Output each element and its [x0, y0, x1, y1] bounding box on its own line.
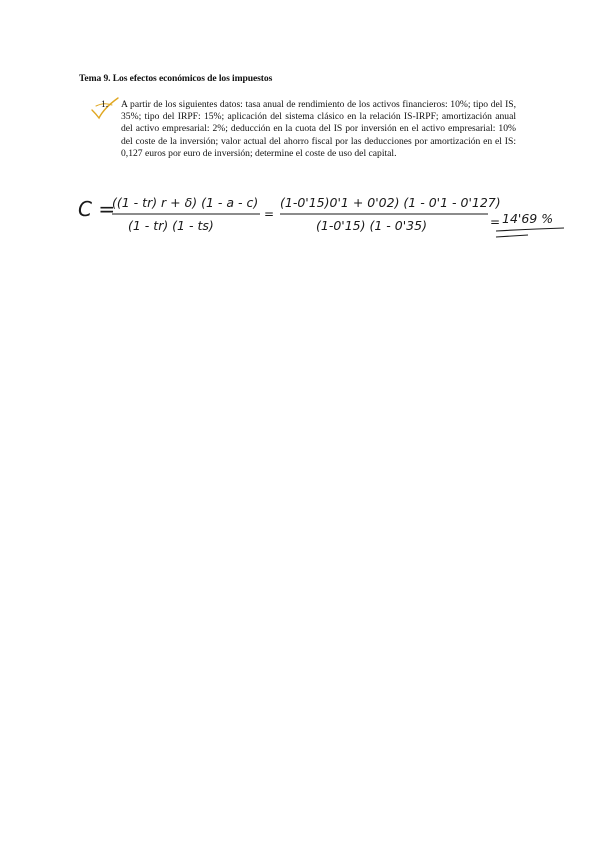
page-title: Tema 9. Los efectos económicos de los impuestos	[79, 73, 273, 84]
exercise-statement: A partir de los siguientes datos: tasa anual de rendimiento de los activos financieros: 10%; tipo del IS, 35%; tipo del IRPF: 15%; aplicación del sistema clásico en la relación IS-IRPF; amortización anual del activo empresarial: 2%; deducción en la cuota del IS por inversión en el activo empresarial: 10% del coste de la inversión; valor actual del ahorro fiscal por las deducciones por amortización en el IS: 0,127 euros por euro de inversión; determine el coste de uso del capital.	[121, 99, 516, 159]
numeric-numerator: (1-0'15)0'1 + 0'02) (1 - 0'1 - 0'127)	[280, 195, 501, 210]
general-numerator: ((1 - tr) r + δ) (1 - a - c)	[112, 195, 259, 210]
equals-sign-2: =	[490, 215, 501, 229]
numeric-denominator: (1-0'15) (1 - 0'35)	[316, 218, 427, 233]
result-underline-2	[496, 235, 528, 237]
exercise-number: 1.	[101, 99, 109, 110]
result-underline-1	[496, 228, 564, 231]
handwritten-solution	[72, 185, 572, 255]
result-value: 14'69 %	[502, 211, 554, 226]
formula-lhs: C =	[78, 197, 116, 221]
equals-sign-1: =	[264, 207, 275, 221]
general-denominator: (1 - tr) (1 - ts)	[128, 218, 214, 233]
